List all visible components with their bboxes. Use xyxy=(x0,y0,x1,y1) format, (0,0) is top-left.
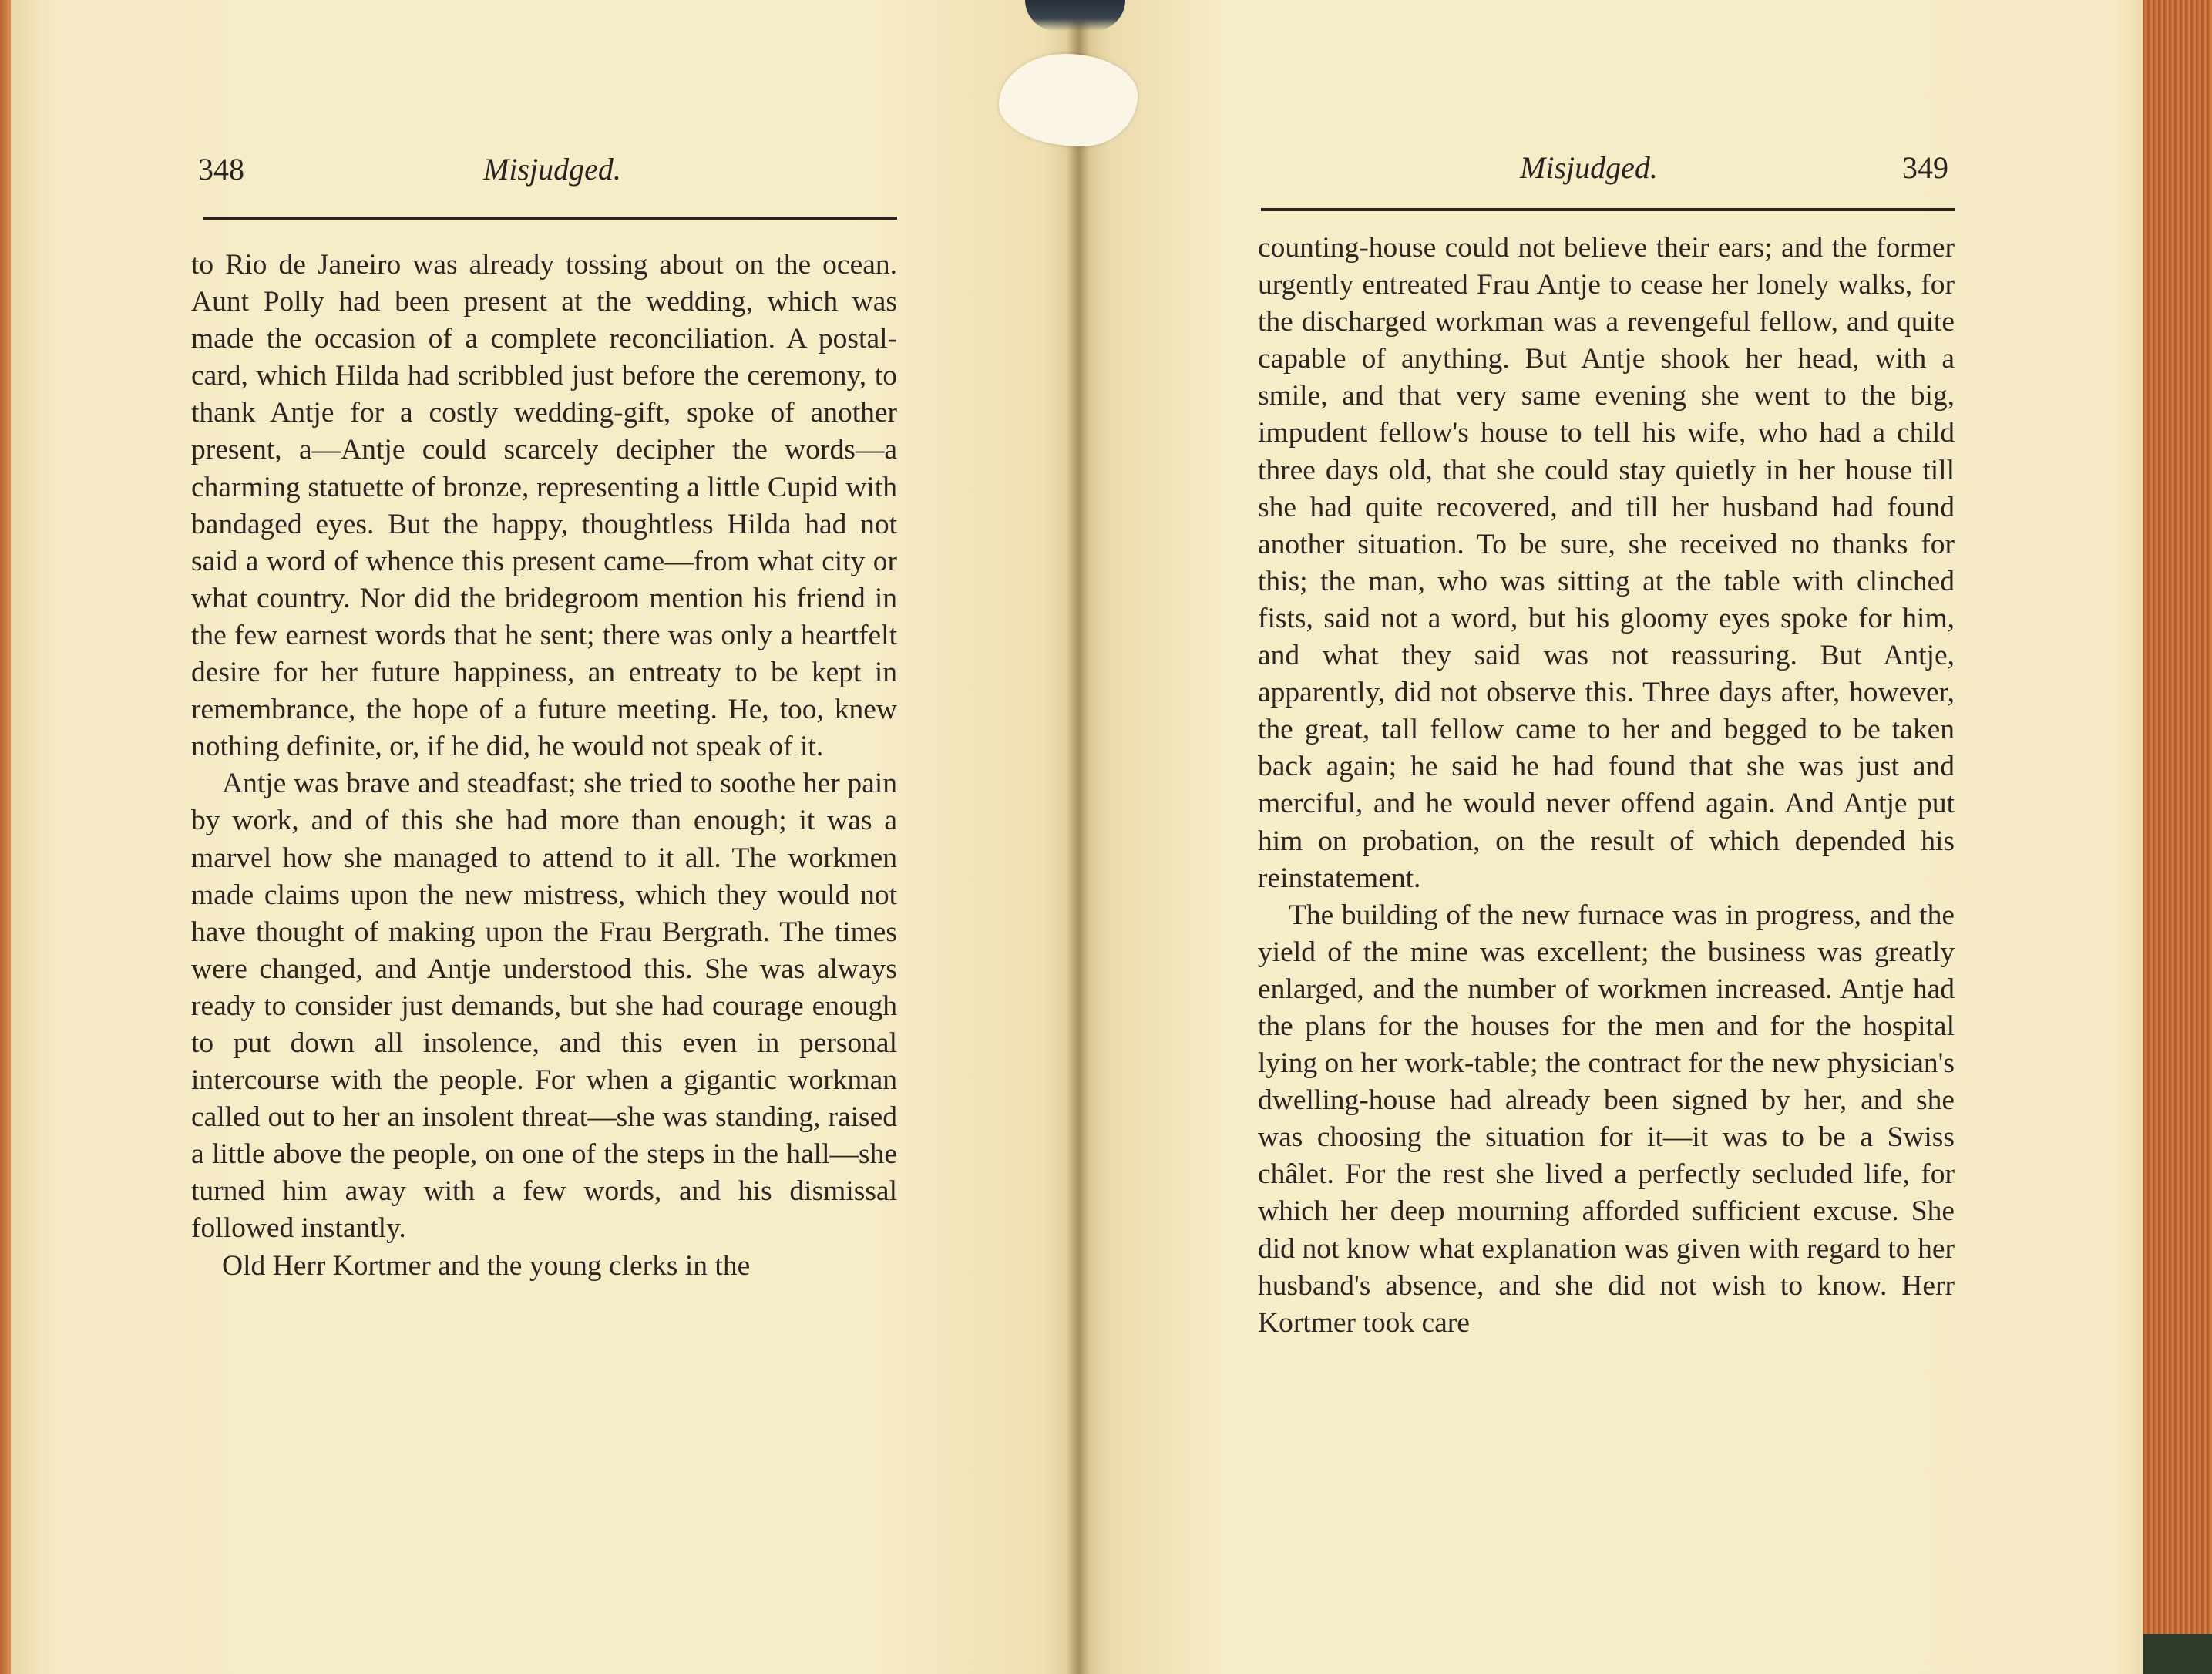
book-spine-top xyxy=(1025,0,1125,31)
left-paragraph-1: to Rio de Janeiro was already tossing about on the ocean. Aunt Polly had been present at the wedding, which was made the occasion of a complete reconciliation. A postal-card, which Hilda had scribbled just before the ceremony, to thank Antje for a costly wedding-gift, spoke of another present, a—Antje could scarcely decipher the words—a charming statuette of bronze, representing a little Cupid with bandaged eyes. But the happy, thoughtless Hilda had not said a word of whence this present came—from what city or what country. Nor did the bridegroom mention his friend in the few earnest words that he sent; there was only a heartfelt desire for her future happiness, an entreaty to be kept in remembrance, the hope of a future meeting. He, too, knew nothing definite, or, if he did, he would not speak of it. xyxy=(191,249,897,763)
left-page xyxy=(11,0,1079,1674)
book-gutter xyxy=(1067,0,1090,1674)
right-page-header xyxy=(1258,150,1951,196)
left-page-text xyxy=(191,247,897,1285)
left-running-head: Misjudged. xyxy=(483,152,621,187)
right-folio: 349 xyxy=(1902,150,1948,185)
torn-paper-corner xyxy=(999,54,1138,146)
right-running-head: Misjudged. xyxy=(1520,150,1658,185)
right-paragraph-2: The building of the new furnace was in progress, and the yield of the mine was excellent; the business was greatly enlarged, and the number of workmen increased. Antje had the plans for the houses for the men and for the hospital lying on her work-table; the contract for the new physician's dwelling-house had already been signed by her, and she was choosing the situation for it—it was to be a Swiss châlet. For the rest she lived a perfectly secluded life, for which her deep mourning afforded sufficient excuse. She did not know what explanation was given with regard to her husband's absence, and she did not wish to know. Herr Kortmer took care xyxy=(1258,899,1955,1339)
left-header-rule xyxy=(203,217,897,220)
left-folio: 348 xyxy=(198,152,244,187)
right-page-text xyxy=(1258,230,1955,1342)
right-page-edges xyxy=(2143,0,2212,1674)
left-page-edges xyxy=(0,0,11,1674)
right-page xyxy=(1079,0,2143,1674)
right-paragraph-1: counting-house could not believe their ears; and the former urgently entreated Frau Antje to cease her lonely walks, for the discharged workman was a revengeful fellow, and quite capable of anything. But Antje shook her head, with a smile, and that very same evening she went to the big, impudent fellow's house to tell his wife, who had a child three days old, that she could stay quietly in her house till she had quite recovered, and till her husband had found another situation. To be sure, she received no thanks for this; the man, who was sitting at the table with clinched fists, said not a word, but his gloomy eyes spoke for him, and what they said was not reassuring. But Antje, apparently, did not observe this. Three days after, however, the great, tall fellow came to her and begged to be taken back again; he said he had found that she was just and merciful, and he would never offend again. And Antje put him on probation, on the result of which depended his reinstatement. xyxy=(1258,232,1955,894)
right-header-rule xyxy=(1261,208,1955,211)
left-page-header xyxy=(198,151,892,197)
left-paragraph-3: Old Herr Kortmer and the young clerks in the xyxy=(222,1249,751,1282)
left-paragraph-2: Antje was brave and steadfast; she tried to soothe her pain by work, and of this she had more than enough; it was a marvel how she managed to attend to it all. The workmen made claims upon the new mistress, which they would not have thought of making upon the Frau Bergrath. The times were changed, and Antje understood this. She was always ready to consider just demands, but she had courage enough to put down all insolence, and this even in personal intercourse with the people. For when a gigantic workman called out to her an insolent threat—she was standing, raised a little above the people, on one of the steps in the hall—she turned him away with a few words, and his dismissal followed instantly. xyxy=(191,768,897,1245)
